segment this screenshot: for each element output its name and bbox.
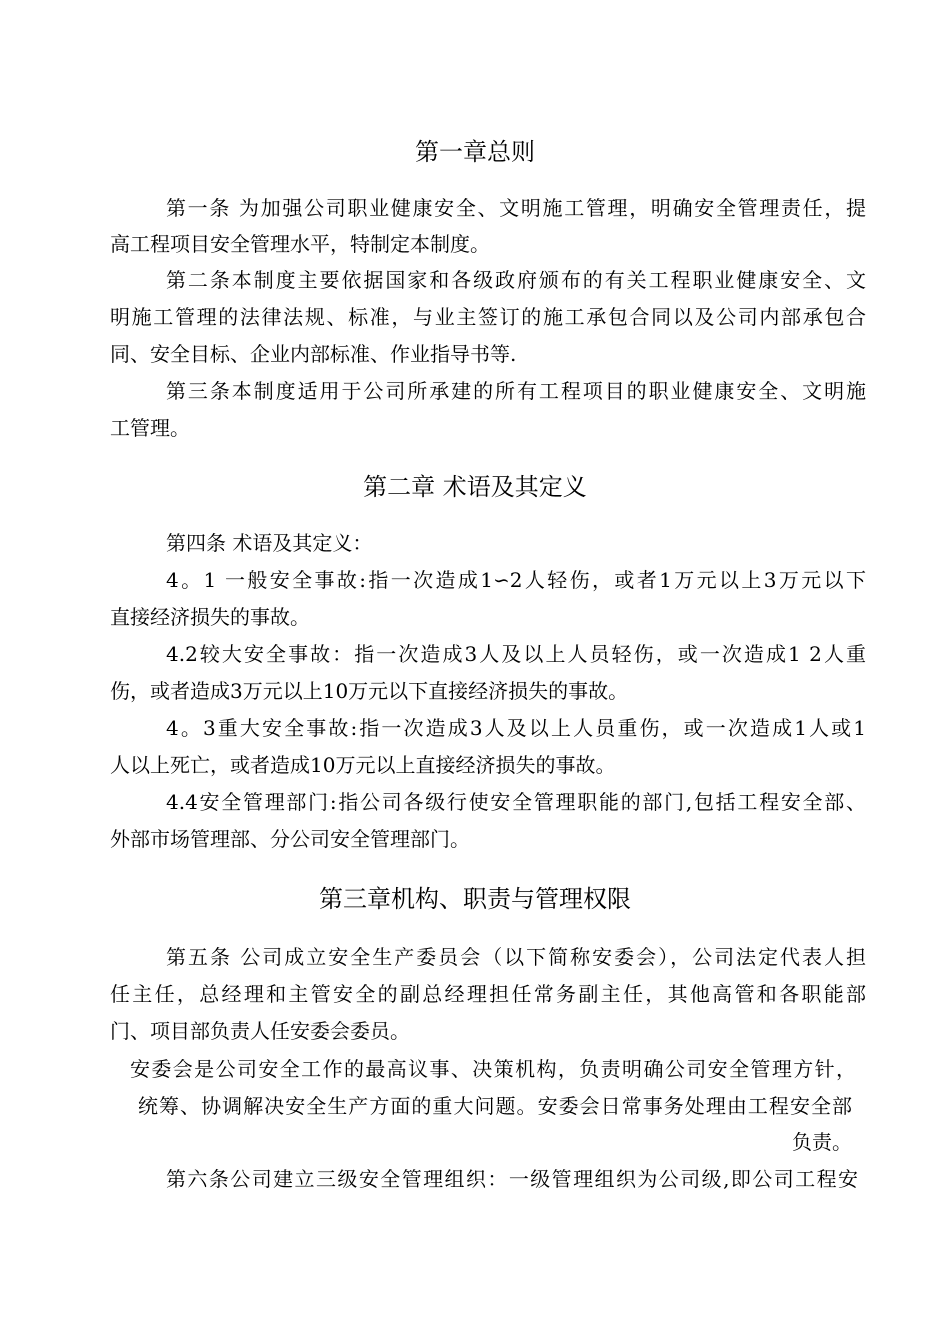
article-3-line-1: 第三条本制度适用于公司所承建的所有工程项目的职业健康安全、文明施	[166, 379, 866, 403]
definition-4-3-line-1: 4。3重大安全事故:指一次造成3人及以上人员重伤，或一次造成1人或1	[166, 716, 866, 740]
chapter-3-title: 第三章机构、职责与管理权限	[319, 885, 631, 913]
article-4: 第四条 术语及其定义：	[166, 531, 373, 555]
article-3-line-2: 工管理。	[110, 416, 190, 440]
article-1-line-2: 高工程项目安全管理水平，特制定本制度。	[110, 232, 490, 256]
article-6-line-1: 第六条公司建立三级安全管理组织：一级管理组织为公司级,即公司工程安	[166, 1167, 858, 1191]
chapter-1-title: 第一章总则	[415, 138, 535, 166]
article-2-line-2: 明施工管理的法律法规、标准，与业主签订的施工承包合同以及公司内部承包合	[110, 305, 866, 329]
committee-line-2: 统筹、协调解决安全生产方面的重大问题。安委会日常事务处理由工程安全部	[138, 1094, 852, 1118]
definition-4-3-line-2: 人以上死亡，或者造成10万元以上直接经济损失的事故。	[110, 753, 616, 777]
article-5-line-2: 任主任，总经理和主管安全的副总经理担任常务副主任，其他高管和各职能部	[110, 982, 866, 1006]
article-2-line-1: 第二条本制度主要依据国家和各级政府颁布的有关工程职业健康安全、文	[166, 268, 866, 292]
article-2-line-3: 同、安全目标、企业内部标准、作业指导书等.	[110, 342, 517, 366]
committee-line-3: 负责。	[792, 1130, 852, 1154]
chapter-2-title: 第二章 术语及其定义	[363, 473, 587, 501]
definition-4-1-line-2: 直接经济损失的事故。	[110, 605, 310, 629]
definition-4-2-line-1: 4.2较大安全事故：指一次造成3人及以上人员轻伤，或一次造成1 2人重	[166, 642, 866, 666]
article-1-line-1: 第一条 为加强公司职业健康安全、文明施工管理，明确安全管理责任，提	[166, 196, 866, 220]
definition-4-2-line-2: 伤，或者造成3万元以上10万元以下直接经济损失的事故。	[110, 679, 629, 703]
committee-line-1: 安委会是公司安全工作的最高议事、决策机构，负责明确公司安全管理方针，	[130, 1057, 856, 1081]
article-5-line-3: 门、项目部负责人任安委会委员。	[110, 1019, 410, 1043]
definition-4-1-line-1: 4。1 一般安全事故:指一次造成1∽2人轻伤，或者1万元以上3万元以下	[166, 568, 866, 592]
definition-4-4-line-2: 外部市场管理部、分公司安全管理部门。	[110, 827, 470, 851]
article-5-line-1: 第五条 公司成立安全生产委员会（以下简称安委会），公司法定代表人担	[166, 945, 866, 969]
definition-4-4-line-1: 4.4安全管理部门:指公司各级行使安全管理职能的部门,包括工程安全部、	[166, 790, 866, 814]
